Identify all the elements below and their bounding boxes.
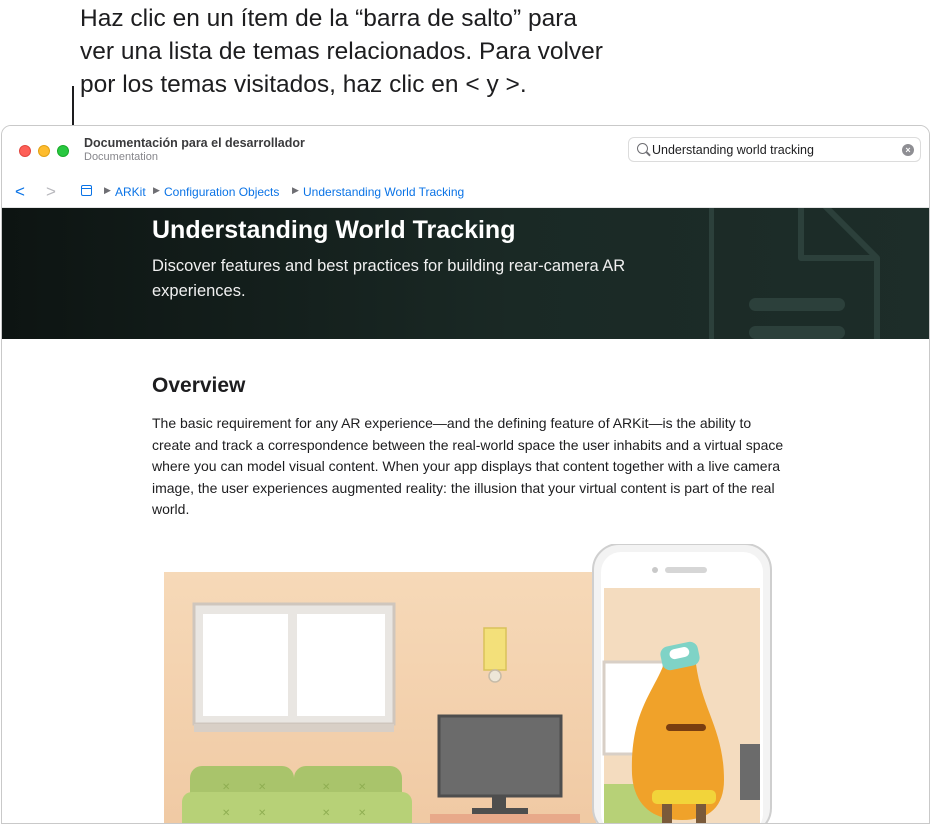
callout-annotation [80,2,780,101]
maximize-window-button[interactable] [57,145,69,157]
svg-text:✕: ✕ [358,808,367,819]
window-title: Documentación para el desarrollador [84,136,305,150]
svg-text:✕: ✕ [358,782,367,793]
search-field[interactable] [628,137,921,162]
svg-text:✕: ✕ [258,782,267,793]
breadcrumb-configuration-objects[interactable]: Configuration Objects [164,185,280,199]
window-subtitle: Documentation [84,151,158,163]
jump-bar [2,176,929,208]
app-window [1,125,930,824]
callout-line-3: por los temas visitados, haz clic en < y >. [80,71,527,98]
callout-line-2: ver una lista de temas relacionados. Para volver [80,38,603,65]
minimize-window-button[interactable] [38,145,50,157]
crumb-separator-icon: ▶ [153,185,160,195]
close-window-button[interactable] [19,145,31,157]
forward-chevron-icon[interactable]: > [46,182,56,201]
section-heading: Overview [152,374,246,397]
section-paragraph: The basic requirement for any AR experience—and the defining feature of ARKit—is the ability to create and track a correspondence between the real-world space the user inhabits and a virtual space where you can model visual content. When your app displays that content together with a live camera image, the user experiences augmented reality: the illusion that your virtual content is part of the real world. [152,415,784,517]
hero-banner [2,208,929,339]
ar-room-illustration [2,544,930,824]
search-input[interactable] [652,143,892,157]
svg-text:✕: ✕ [222,808,231,819]
page-abstract: Discover features and best practices for building rear-camera AR experiences. [152,257,626,300]
crumb-separator-icon: ▶ [292,185,299,195]
sidebar-icon[interactable] [81,185,92,196]
title-bar [2,126,929,176]
article-content [2,339,929,824]
document-icon [709,208,929,339]
svg-text:✕: ✕ [222,782,231,793]
crumb-separator-icon: ▶ [104,185,111,195]
breadcrumb-understanding-world-tracking[interactable]: Understanding World Tracking [303,185,465,199]
page-title: Understanding World Tracking [152,216,516,244]
svg-text:✕: ✕ [322,808,331,819]
svg-text:✕: ✕ [258,808,267,819]
svg-text:✕: ✕ [322,782,331,793]
breadcrumb-arkit[interactable]: ARKit [115,185,146,199]
back-chevron-icon[interactable]: < [15,182,25,201]
clear-icon[interactable]: × [902,144,914,156]
callout-line-1: Haz clic en un ítem de la “barra de salto” para [80,5,578,32]
search-icon [637,143,648,154]
